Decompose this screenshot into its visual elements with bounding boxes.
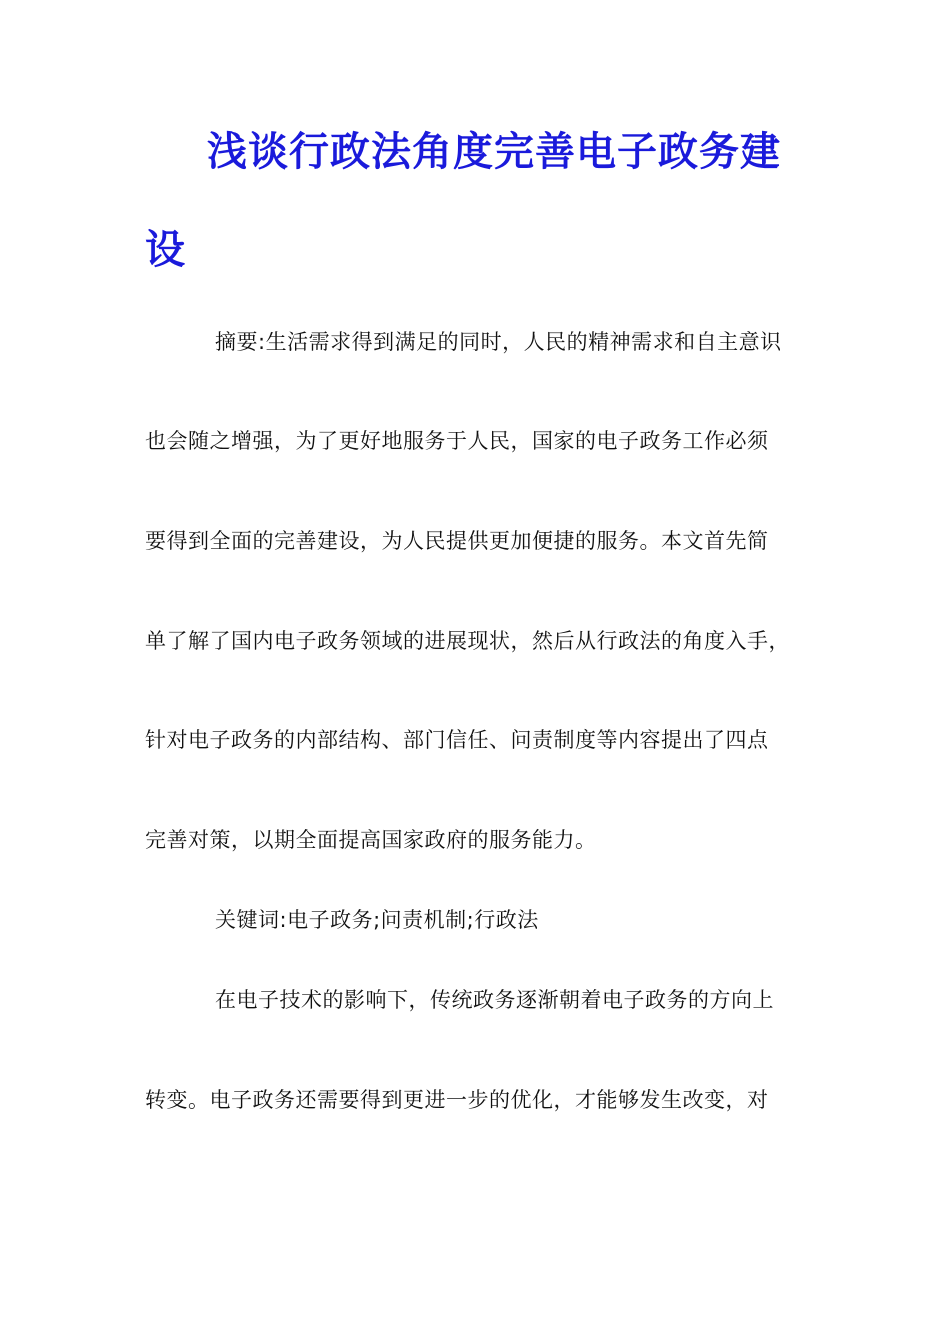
body-line-2: 转变。电子政务还需要得到更进一步的优化，才能够发生改变，对 xyxy=(145,1088,769,1112)
document-title-line-1: 浅谈行政法角度完善电子政务建 xyxy=(207,129,781,175)
abstract-line-2: 也会随之增强，为了更好地服务于人民，国家的电子政务工作必须 xyxy=(145,429,769,453)
keywords-line: 关键词:电子政务;问责机制;行政法 xyxy=(215,908,539,932)
abstract-line-1: 摘要:生活需求得到满足的同时，人民的精神需求和自主意识 xyxy=(215,330,782,354)
abstract-line-6: 完善对策，以期全面提高国家政府的服务能力。 xyxy=(145,828,597,852)
abstract-line-5: 针对电子政务的内部结构、部门信任、问责制度等内容提出了四点 xyxy=(145,728,769,752)
document-title-line-2: 设 xyxy=(145,227,186,273)
body-line-1: 在电子技术的影响下，传统政务逐渐朝着电子政务的方向上 xyxy=(215,988,774,1012)
abstract-line-3: 要得到全面的完善建设，为人民提供更加便捷的服务。本文首先简 xyxy=(145,529,769,553)
abstract-line-4: 单了解了国内电子政务领域的进展现状，然后从行政法的角度入手， xyxy=(145,629,790,653)
